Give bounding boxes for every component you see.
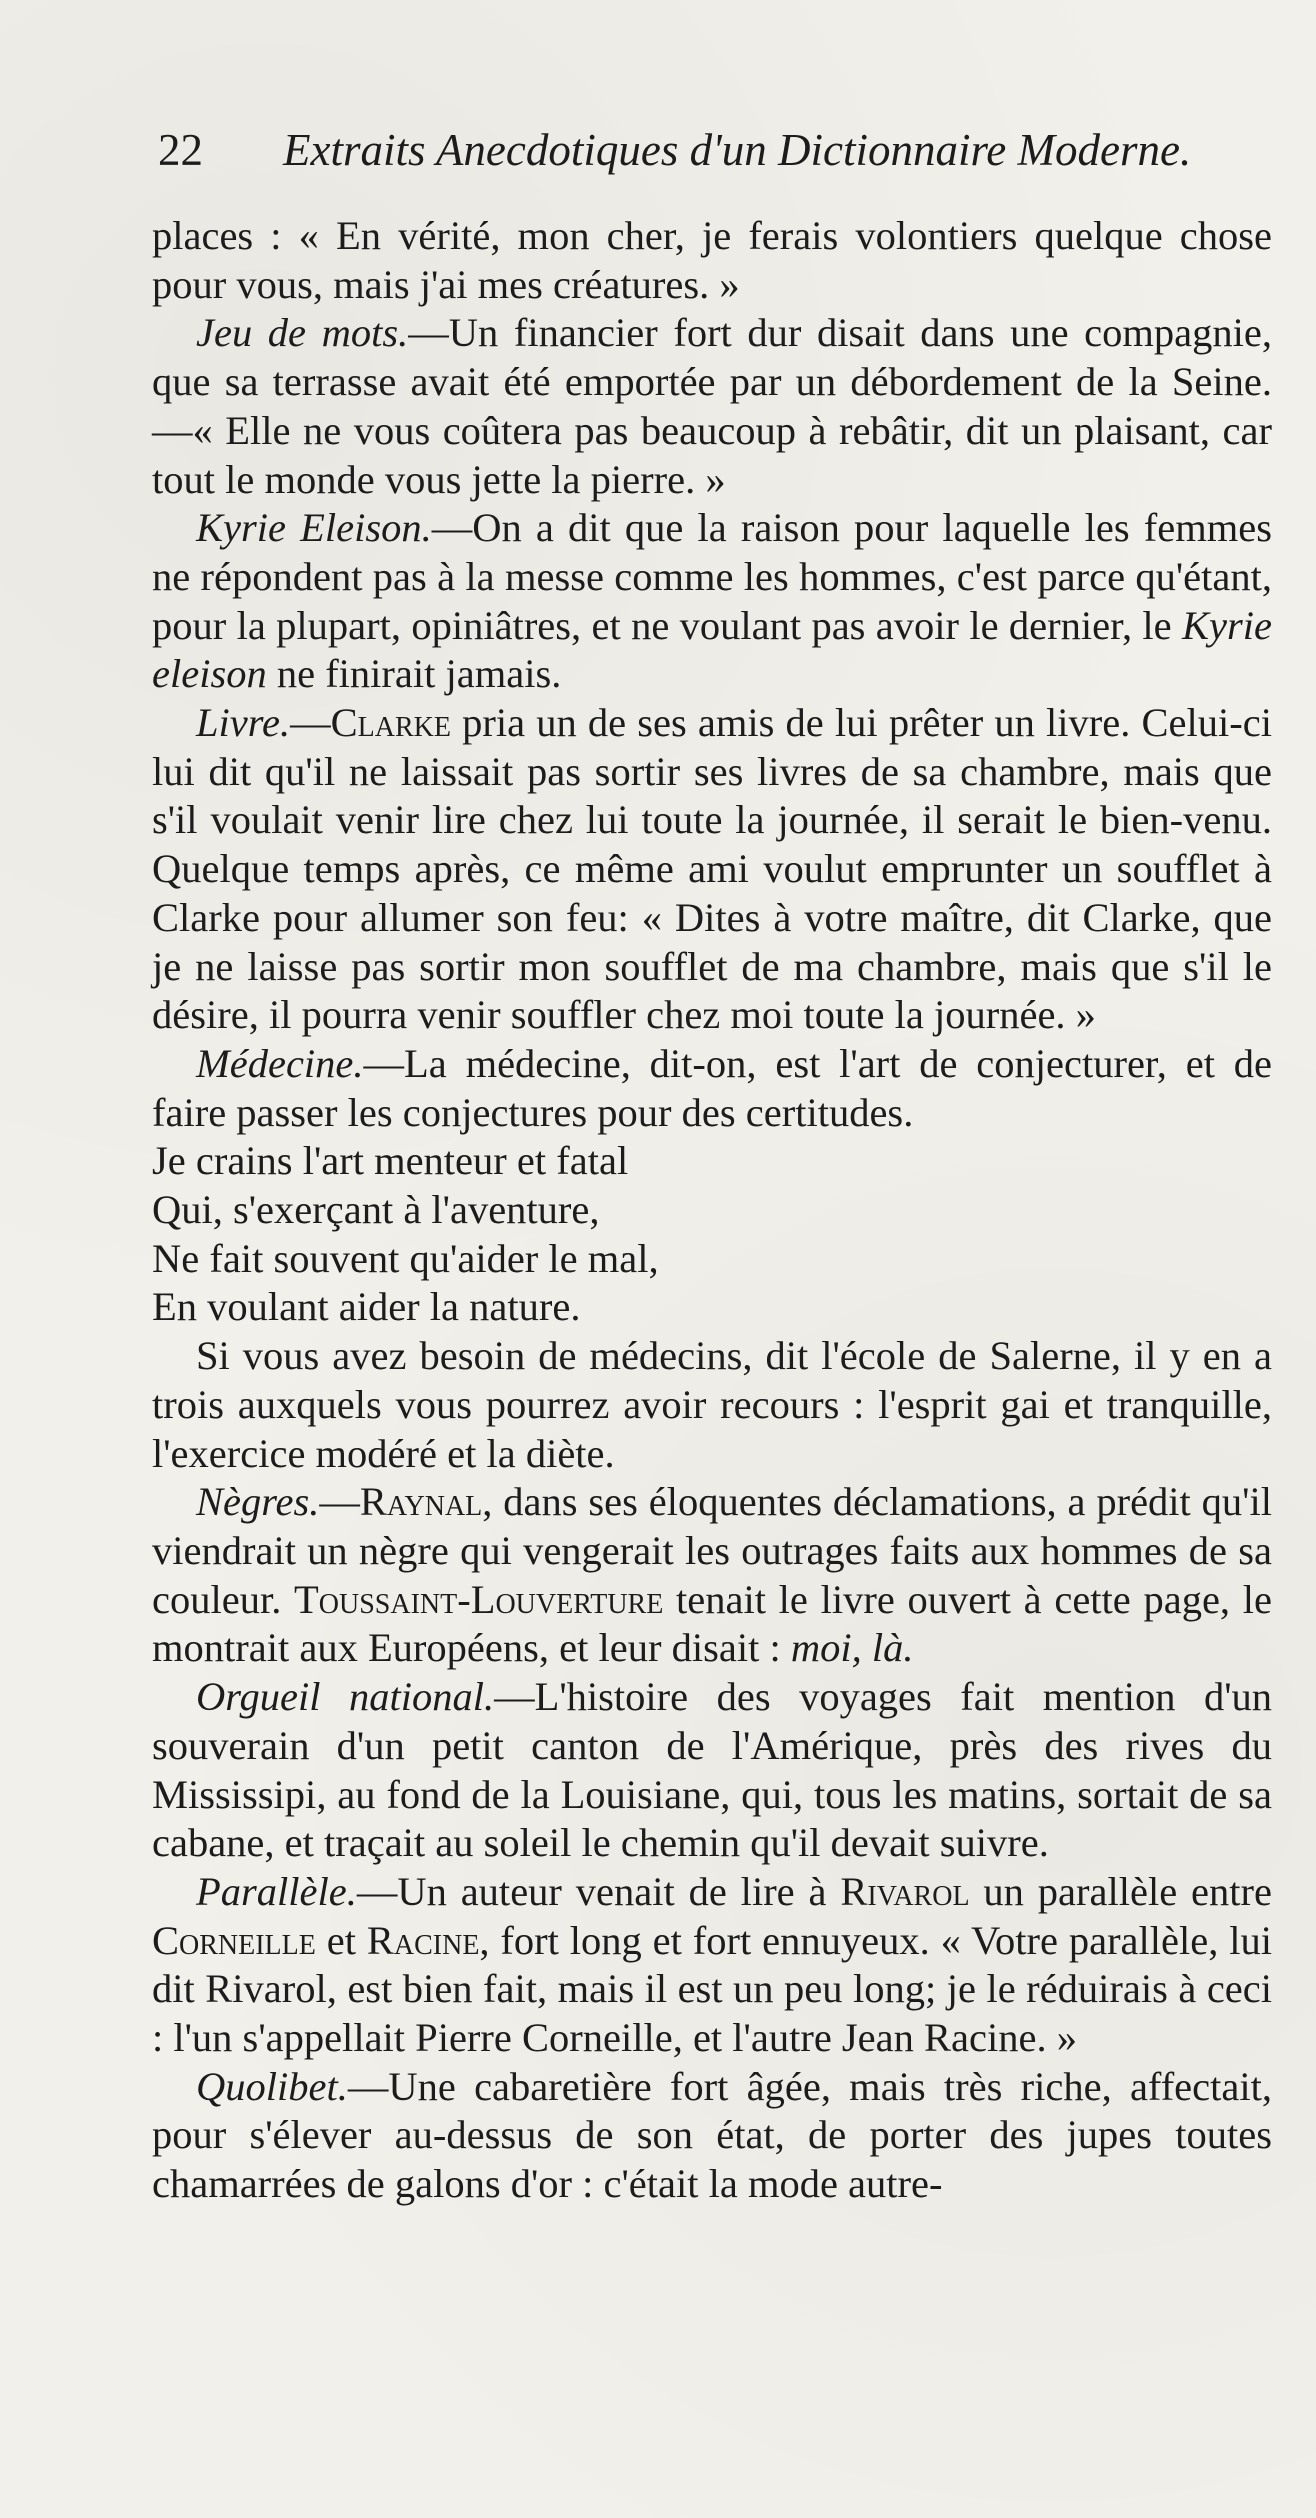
entry-text: —On a dit que la raison pour laquelle les femmes ne répondent pas à la messe comme les hommes, c'est parce qu'étant, pour la plupart, opiniâtres, et ne voulant pas avoir le dernier, le	[152, 505, 1272, 648]
entry-livre: Livre.—Clarke pria un de ses amis de lui prêter un livre. Celui-ci lui dit qu'il ne laissait pas sortir ses livres de sa chambre, mais que s'il voulait venir lire chez lui toute la journée, il serait le bien-venu. Quelque temps après, ce même ami voulut emprunter un soufflet à Clarke pour allumer son feu: « Dites à votre maître, dit Clarke, que je ne laisse pas sortir mon soufflet de ma chambre, mais que s'il le désire, il pourra venir souffler chez moi toute la journée. »	[152, 700, 1272, 1038]
person-name: Clarke	[330, 700, 451, 746]
entry-text: un parallèle entre	[969, 1868, 1272, 1914]
entry-keyword: Nègres.	[196, 1479, 320, 1525]
entry-medecine-continued: Si vous avez besoin de médecins, dit l'école de Salerne, il y en a trois auxquels vous pourrez avoir recours : l'esprit gai et tranquille, l'exercice modéré et la diète.	[152, 1333, 1272, 1476]
verse-line: Je crains l'art menteur et fatal	[152, 1138, 629, 1184]
entry-keyword: Jeu de mots.	[196, 310, 409, 356]
inline-italic: Kyrie eleison	[152, 602, 1272, 697]
entry-keyword: Kyrie Eleison.	[196, 505, 432, 551]
entry-orgueil-national	[152, 1673, 1272, 1868]
person-name: Raynal	[359, 1479, 483, 1525]
verse-quatrain	[152, 1137, 1272, 1332]
page-number: 22	[158, 125, 203, 175]
entry-keyword: Médecine.	[196, 1040, 364, 1086]
running-title: Extraits Anecdotiques d'un Dictionnaire Moderne.	[283, 125, 1192, 175]
paragraph-continuation: places : « En vérité, mon cher, je ferais volontiers quelque chose pour vous, mais j'ai mes créatures. »	[152, 213, 1272, 307]
entry-text: —La médecine, dit-on, est l'art de conjecturer, et de faire passer les conjectures pour des certitudes.	[152, 1040, 1272, 1135]
entry-text: , fort long et fort ennuyeux. « Votre parallèle, lui dit Rivarol, est bien fait, mais il est un peu long; je le réduirais à ceci : l'un s'appellait Pierre Corneille, et l'autre Jean Racine. »	[152, 1917, 1272, 2061]
person-name: Corneille	[152, 1917, 316, 1963]
verse-line: En voulant aider la nature.	[152, 1284, 581, 1330]
entry-text: ne finirait jamais.	[266, 651, 562, 697]
inline-italic: moi, là.	[790, 1625, 914, 1671]
entry-keyword: Quolibet.	[196, 2063, 348, 2109]
entry-text: —Un financier fort dur disait dans une compagnie, que sa terrasse avait été emportée par un débordement de la Seine.—« Elle ne vous coûtera pas beaucoup à rebâtir, dit un plaisant, car tout le monde vous jette la pierre. »	[152, 310, 1272, 502]
entry-text: —Un auteur venait de lire à	[356, 1868, 841, 1914]
person-name: Toussaint-Louverture	[294, 1576, 664, 1622]
entry-jeu-de-mots	[152, 309, 1272, 504]
entry-medecine	[152, 1040, 1272, 1137]
entry-keyword: Orgueil national.	[196, 1674, 495, 1720]
entry-text: , dans ses éloquentes déclamations, a prédit qu'il viendrait un nègre qui vengerait les outrages faits aux hommes de sa couleur.	[152, 1479, 1272, 1622]
entry-parallele	[152, 1868, 1272, 2063]
person-name: Rivarol	[840, 1868, 970, 1914]
entry-text: tenait le livre ouvert à cette page, le montrait aux Européens, et leur disait :	[152, 1576, 1272, 1671]
verse-line: Ne fait souvent qu'aider le mal,	[152, 1235, 659, 1281]
person-name: Racine	[366, 1917, 480, 1963]
verse-line: Qui, s'exerçant à l'aventure,	[152, 1187, 600, 1233]
entry-text: —Une cabaretière fort âgée, mais très riche, affectait, pour s'élever au-dessus de son état, de porter des jupes toutes chamarrées de galons d'or : c'était la mode autre-	[152, 2063, 1272, 2207]
entry-text: —L'histoire des voyages fait mention d'un souverain d'un petit canton de l'Amérique, près des rives du Mississipi, au fond de la Louisiane, qui, tous les matins, sortait de sa cabane, et traçait au soleil le chemin qu'il devait suivre.	[152, 1674, 1272, 1866]
entry-keyword: Parallèle.	[196, 1868, 357, 1914]
entry-negres: Nègres.—Raynal, dans ses éloquentes déclamations, a prédit qu'il viendrait un nègre qui vengerait les outrages faits aux hommes de sa couleur. Toussaint-Louverture tenait le livre ouvert à cette page, le montrait aux Européens, et leur disait : moi, là.	[152, 1479, 1272, 1671]
entry-text: et	[315, 1917, 367, 1963]
page-header	[158, 120, 1233, 180]
entry-keyword: Livre.	[196, 700, 291, 746]
entry-kyrie-eleison	[152, 504, 1272, 699]
entry-quolibet	[152, 2063, 1272, 2209]
entry-text: pria un de ses amis de lui prêter un livre. Celui-ci lui dit qu'il ne laissait pas sortir ses livres de sa chambre, mais que s'il voulait venir lire chez lui toute la journée, il serait le bien-venu. Quelque temps après, ce même ami voulut emprunter un soufflet à Clarke pour allumer son feu: « Dites à votre maître, dit Clarke, que je ne laisse pas sortir mon soufflet de ma chambre, mais que s'il le désire, il pourra venir souffler chez moi toute la journée. »	[152, 700, 1272, 1038]
body-text	[152, 212, 1272, 2209]
